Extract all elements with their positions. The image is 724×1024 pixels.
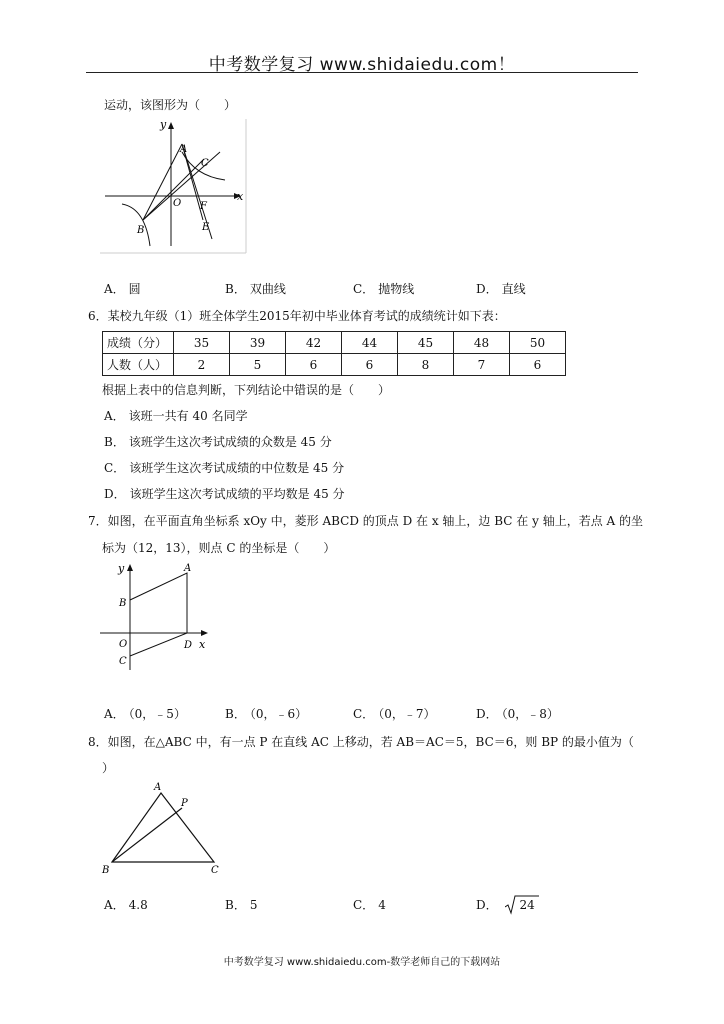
table-row: [103, 354, 566, 376]
q6-stem: 6．某校九年级（1）班全体学生2015年初中毕业体育考试的成绩统计如下表：: [88, 309, 506, 323]
table-cell: 6: [286, 354, 342, 376]
q6-option-c: [104, 459, 344, 476]
q7-x-arrow: [201, 630, 208, 636]
q6-option-c-letter: C．: [104, 461, 126, 475]
q6-option-d-letter: D．: [104, 487, 126, 501]
q8-option-b-letter: B．: [225, 898, 246, 912]
q8-option-a-letter: A．: [104, 898, 125, 912]
q5-stem-tail: 运动，该图形为（ ）: [104, 98, 237, 112]
q7-option-c-letter: C．: [353, 707, 375, 721]
q8-option-d-text: 24: [519, 898, 535, 912]
table-cell: 8: [398, 354, 454, 376]
q5-y-arrow: [168, 122, 174, 129]
q8-label-a: A: [154, 782, 162, 793]
q7-label-b: B: [119, 598, 127, 609]
table-cell: 35: [174, 332, 230, 354]
table-cell: 7: [454, 354, 510, 376]
q5-option-a-text: 圆: [128, 282, 141, 296]
q8-option-b: [225, 896, 257, 913]
q6-option-b: [104, 433, 332, 450]
q7-label-d: D: [184, 640, 193, 651]
q5-label-c: C: [201, 158, 209, 169]
q5-option-b-letter: B．: [225, 282, 246, 296]
q5-option-c-letter: C．: [353, 282, 375, 296]
table-cell: 39: [230, 332, 286, 354]
q8-label-c: C: [211, 865, 219, 876]
q6-option-d: [104, 485, 345, 502]
q6-score-table: [102, 331, 566, 376]
table-cell: 2: [174, 354, 230, 376]
table-cell: 45: [398, 332, 454, 354]
q5-label-f: F: [200, 201, 207, 212]
q8-option-a-text: 4.8: [128, 898, 148, 912]
q7-option-d: [476, 705, 559, 722]
q8-option-c-letter: C．: [353, 898, 375, 912]
q7-y-arrow: [127, 564, 133, 571]
table-cell: 5: [230, 354, 286, 376]
q6-option-c-text: 该班学生这次考试成绩的中位数是 45 分: [129, 461, 345, 475]
q8-stem-line2: ）: [102, 761, 115, 775]
header-divider: [86, 72, 638, 73]
q6-option-d-text: 该班学生这次考试成绩的平均数是 45 分: [129, 487, 345, 501]
q7-option-d-text: （0，﹣8）: [501, 707, 559, 721]
q5-figure: [100, 114, 250, 256]
table-cell: 6: [510, 354, 566, 376]
table-cell: 44: [342, 332, 398, 354]
q5-option-a-letter: A．: [104, 282, 125, 296]
q8-figure: [98, 778, 228, 878]
q7-option-c: [353, 705, 435, 722]
q5-option-b: [225, 280, 286, 297]
q6-option-a: [104, 407, 248, 424]
q7-label-a: A: [184, 563, 192, 574]
q6-option-b-text: 该班学生这次考试成绩的众数是 45 分: [128, 435, 332, 449]
q8-option-d-letter: D．: [476, 898, 498, 912]
q8-option-c-text: 4: [378, 898, 386, 912]
q5-label-b: B: [137, 225, 145, 236]
q8-stem-line1: 8．如图，在△ABC 中，有一点 P 在直线 AC 上移动，若 AB＝AC＝5，BC＝6，则 BP 的最小值为（: [88, 735, 634, 749]
q7-label-x: x: [199, 638, 206, 651]
q7-option-b-text: （0，﹣6）: [249, 707, 308, 721]
q7-option-a-text: （0，﹣5）: [128, 707, 186, 721]
q8-option-d-sqrt: [505, 898, 534, 912]
q7-option-b: [225, 705, 307, 722]
page-header-title: 中考数学复习 www.shidaiedu.com！: [208, 55, 516, 75]
table-row: [103, 332, 566, 354]
q8-option-d: [476, 896, 535, 913]
q5-option-c-text: 抛物线: [378, 282, 415, 296]
sqrt-radical-icon: [505, 895, 539, 915]
page-footer: 中考数学复习 www.shidaiedu.com-数学老师自己的下载网站: [223, 957, 501, 968]
q8-option-b-text: 5: [249, 898, 258, 912]
q6-option-a-text: 该班一共有 40 名同学: [128, 409, 248, 423]
q7-label-y: y: [118, 562, 125, 575]
q8-label-b: B: [102, 865, 110, 876]
q8-option-a: [104, 896, 148, 913]
table-cell-header: 成绩（分）: [103, 332, 174, 354]
q5-option-d-text: 直线: [501, 282, 526, 296]
q8-label-p: P: [181, 798, 188, 809]
q5-curve-lower: [122, 204, 150, 246]
q7-option-b-letter: B．: [225, 707, 246, 721]
q5-label-o: O: [173, 198, 182, 209]
q7-option-a: [104, 705, 186, 722]
q5-option-c: [353, 280, 414, 297]
q5-label-y: y: [160, 118, 167, 131]
q6-prompt: 根据上表中的信息判断，下列结论中错误的是（ ）: [102, 383, 391, 397]
q5-label-e: E: [202, 222, 210, 233]
q7-label-c: C: [119, 656, 127, 667]
q8-segment-bp: [112, 808, 182, 862]
q7-option-c-text: （0，﹣7）: [378, 707, 436, 721]
q5-label-a: A: [180, 144, 188, 155]
q7-figure: [100, 558, 220, 674]
q8-option-c: [353, 896, 386, 913]
q7-option-d-letter: D．: [476, 707, 498, 721]
table-cell-header: 人数（人）: [103, 354, 174, 376]
q6-option-b-letter: B．: [104, 435, 125, 449]
table-cell: 48: [454, 332, 510, 354]
table-cell: 50: [510, 332, 566, 354]
q8-triangle-abc: [112, 793, 214, 862]
q7-rhombus-abcd: [130, 573, 187, 656]
table-cell: 6: [342, 354, 398, 376]
q5-option-b-text: 双曲线: [249, 282, 286, 296]
q5-label-x: x: [237, 190, 244, 203]
q5-option-a: [104, 280, 141, 297]
q7-stem-line2: 标为（12，13），则点 C 的坐标是（ ）: [102, 541, 336, 555]
q5-option-d: [476, 280, 526, 297]
q7-label-o: O: [119, 639, 128, 650]
q5-option-d-letter: D．: [476, 282, 498, 296]
table-cell: 42: [286, 332, 342, 354]
q7-option-a-letter: A．: [104, 707, 125, 721]
q7-stem-line1: 7．如图，在平面直角坐标系 xOy 中，菱形 ABCD 的顶点 D 在 x 轴上，边 BC 在 y 轴上，若点 A 的坐: [88, 514, 643, 528]
q6-option-a-letter: A．: [104, 409, 125, 423]
